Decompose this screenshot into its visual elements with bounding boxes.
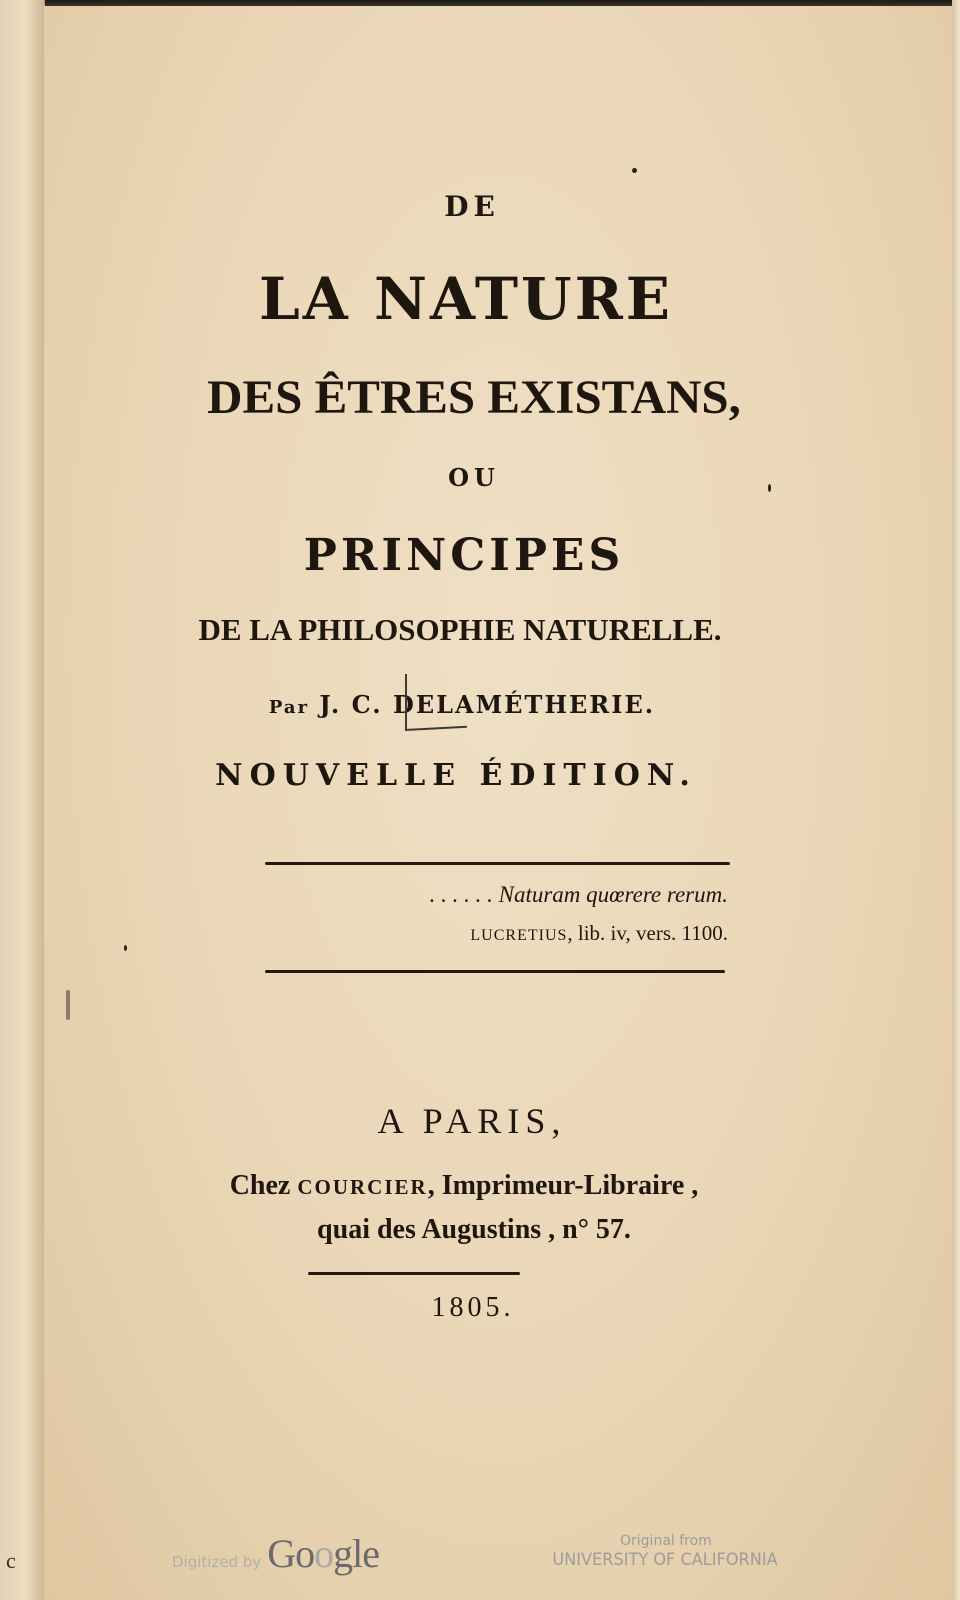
author-par: Par [268,697,310,718]
facing-page-edge [0,0,45,1600]
imprint-rule [308,1272,520,1275]
epigraph-quote: . . . . . . Naturam quœrere rerum. [429,882,728,907]
original-from-label: Original from [620,1533,712,1549]
imprint-publisher-title: , Imprimeur-Libraire , [427,1170,699,1201]
institution-name: UNIVERSITY OF CALIFORNIA [552,1550,778,1570]
digitized-by-google-watermark [172,1530,379,1577]
epigraph-rule-top [265,862,730,865]
google-logo-part: gle [333,1531,380,1576]
page-surface [44,6,954,1600]
paper-speck [632,168,637,173]
margin-mark: c [6,1548,16,1573]
epigraph-author: LUCRETIUS [470,927,568,944]
imprint-chez: Chez [229,1170,291,1201]
title-la-nature: LA NATURE [259,265,673,333]
google-logo-part: o [314,1531,334,1576]
imprint-city: A PARIS, [377,1101,567,1141]
author-line [0,690,942,719]
epigraph-reference: , lib. iv, vers. 1100. [567,921,728,945]
epigraph-rule-bottom [265,970,725,973]
paper-stain [66,990,70,1020]
title-des-etres-existans: DES ÊTRES EXISTANS, [207,371,741,424]
title-de: DE [444,190,500,223]
paper-speck [124,945,127,951]
google-logo-part: Go [267,1531,315,1576]
title-philosophie-naturelle: DE LA PHILOSOPHIE NATURELLE. [198,612,722,647]
edition-line: NOUVELLE ÉDITION. [215,758,697,793]
google-logo [267,1530,379,1577]
epigraph-citation [270,921,728,946]
pencil-mark-vertical [405,674,407,730]
paper-speck [768,484,771,492]
original-from-watermark [540,1532,790,1570]
imprint-address: quai des Augustins , n° 57. [317,1214,631,1245]
imprint-publisher-line [0,1170,944,1202]
title-ou: OU [448,463,500,492]
imprint-publisher: COURCIER [297,1175,428,1199]
author-name: J. C. DELAMÉTHERIE. [319,690,656,719]
title-principes: PRINCIPES [303,530,625,581]
digitized-by-label: Digitized by [172,1553,262,1571]
page-edge-right [952,0,960,1600]
imprint-year: 1805. [431,1292,515,1323]
